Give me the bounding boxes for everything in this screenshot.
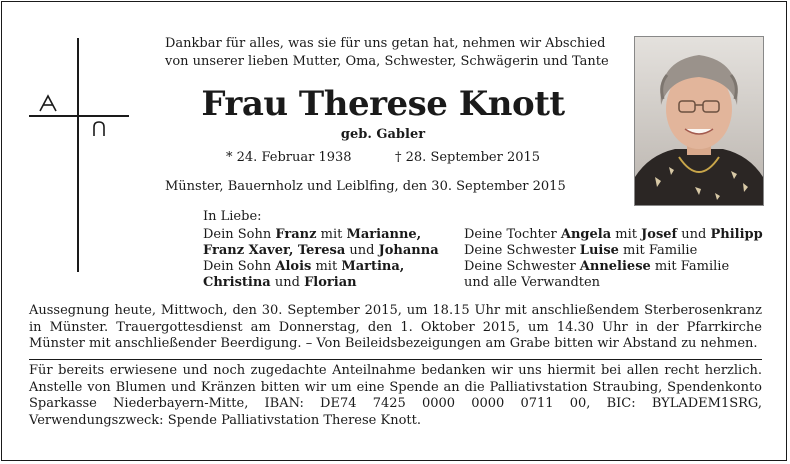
relation-text: mit: [316, 227, 347, 242]
relation-text: Dein Sohn: [203, 227, 276, 242]
thanks-notice: Für bereits erwiesene und noch zugedachte Anteilnahme bedanken wir uns hiermit bei allen recht herzlich. Anstelle von Blumen und Kränzen bitten wir um eine Spende an die Palliativstation Straubing, Spendenkonto Sparkasse Niederbayern-Mitte, IBAN: DE74 7425 0000 0000 0711 00, BIC: BYLADEM1SRG, Verwendungszweck: Spende Palliativstation Therese Knott.: [29, 363, 762, 428]
relatives-left-line: [203, 227, 453, 243]
relative-name: Martina,: [341, 259, 405, 274]
relatives-left-line: [203, 275, 453, 291]
relative-name: Luise: [579, 243, 619, 258]
relative-name: Marianne,: [346, 227, 422, 242]
relative-name: Florian: [304, 275, 357, 290]
relative-name: Christina: [203, 275, 271, 290]
relation-text: und alle Verwandten: [464, 275, 601, 290]
place-and-date: Münster, Bauernholz und Leiblfing, den 30. September 2015: [165, 179, 566, 194]
relative-name: Philipp: [710, 227, 763, 242]
alpha-icon: [38, 94, 58, 112]
relative-name: Franz Xaver, Teresa: [203, 243, 346, 258]
funeral-notice: Aussegnung heute, Mittwoch, den 30. September 2015, um 18.15 Uhr mit anschließendem Sterberosenkranz in Münster. Trauergottesdienst am Donnerstag, den 1. Oktober 2015, um 14.30 Uhr in der Pfarrkirche Münster mit anschließender Beerdigung. – Von Beileidsbezeigungen am Grabe bitten wir Abstand zu nehmen.: [29, 303, 762, 351]
intro-text: Dankbar für alles, was sie für uns getan hat, nehmen wir Abschied von unserer lieben Mutter, Oma, Schwester, Schwägerin und Tante: [165, 36, 609, 69]
relative-name: Alois: [275, 259, 312, 274]
in-love-label: In Liebe:: [203, 209, 262, 224]
relation-text: und: [270, 275, 305, 290]
cross-horizontal-beam: [29, 115, 129, 117]
relation-text: Deine Schwester: [464, 243, 580, 258]
relation-text: mit Familie: [650, 259, 730, 274]
relative-name: Josef: [641, 227, 678, 242]
birth-date: * 24. Februar 1938: [226, 150, 352, 165]
relative-name: Johanna: [378, 243, 439, 258]
relation-text: Deine Tochter: [464, 227, 561, 242]
relation-text: und: [345, 243, 379, 258]
relatives-right-line: [464, 275, 764, 291]
relative-name: Franz: [275, 227, 317, 242]
omega-icon: [92, 121, 106, 137]
portrait-photo: [634, 36, 764, 206]
relatives-left-line: [203, 243, 453, 259]
relatives-right-column: [464, 227, 764, 291]
relatives-right-line: [464, 227, 764, 243]
divider-line: [29, 359, 762, 360]
relation-text: mit Familie: [618, 243, 698, 258]
relatives-right-line: [464, 243, 764, 259]
relation-text: mit: [611, 227, 642, 242]
death-date: † 28. September 2015: [395, 150, 541, 165]
maiden-name: geb. Gabler: [340, 127, 426, 142]
cross-vertical-beam: [77, 38, 79, 272]
relation-text: Deine Schwester: [464, 259, 580, 274]
relatives-right-line: [464, 259, 764, 275]
relatives-left-line: [203, 259, 453, 275]
relation-text: und: [677, 227, 711, 242]
relative-name: Anneliese: [579, 259, 651, 274]
relation-text: mit: [311, 259, 342, 274]
relation-text: Dein Sohn: [203, 259, 276, 274]
relative-name: Angela: [560, 227, 612, 242]
relatives-left-column: [203, 227, 453, 291]
deceased-name: Frau Therese Knott: [201, 84, 565, 124]
